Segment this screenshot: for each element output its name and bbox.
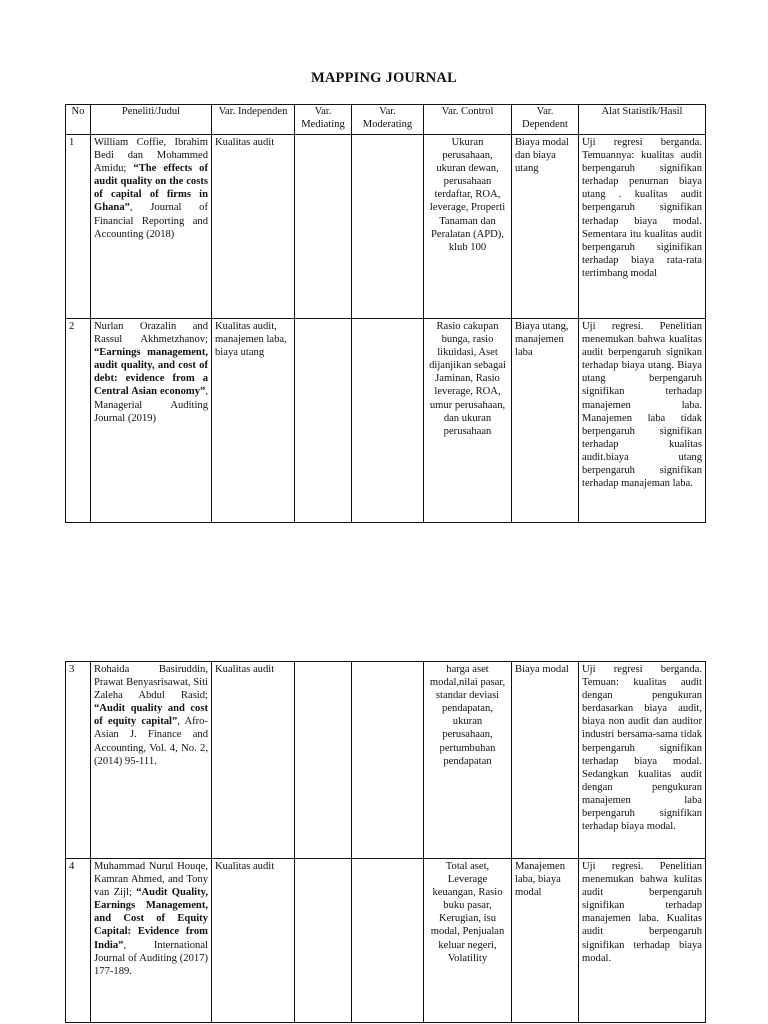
header-no: No — [66, 105, 91, 135]
page-title: MAPPING JOURNAL — [311, 70, 457, 86]
cell-dependent: Biaya modal dan biaya utang — [512, 135, 579, 319]
header-moderating: Var. Moderating — [352, 105, 424, 135]
table-row — [66, 319, 706, 523]
cell-hasil: Uji regresi. Penelitian menemukan bahwa kualitas audit berpengaruh signikan terhadap biaya utang. Biaya utang berpengaruh signifikan terhadap manajemen laba. Manajemen laba tidak berpengaruh signifikan terhadap kualitas audit.biaya utang berpengaruh signifikan terhadap manajeman laba. — [579, 319, 706, 523]
cell-mediating — [295, 319, 352, 523]
cell-mediating — [295, 662, 352, 859]
cell-independen: Kualitas audit — [212, 135, 295, 319]
cell-hasil: Uji regresi berganda. Temuannya: kualitas audit berpengaruh signifikan terhadap penurnan biaya utang . kualitas audit berpengaruh signifikan terhadap biaya modal. Sementara itu kualitas audit berpengaruh siginifikan terhadap biaya rata-rata tertimbang modal — [579, 135, 706, 319]
cell-moderating — [352, 859, 424, 1023]
header-hasil: Alat Statistik/Hasil — [579, 105, 706, 135]
header-control: Var. Control — [424, 105, 512, 135]
cell-no: 1 — [66, 135, 91, 319]
cell-paper-title: “Earnings management, audit quality, and cost of debt: evidence from a Central Asian economy” — [94, 347, 208, 398]
cell-control: Ukuran perusahaan, ukuran dewan, perusahaan terdaftar, ROA, leverage, Properti Tanaman dan Peralatan (APD), klub 100 — [424, 135, 512, 319]
cell-control: Rasio cakupan bunga, rasio likuidasi, Aset dijanjikan sebagai Jaminan, Rasio leverage, ROA, umur perusahaan, dan ukuran perusahaan — [424, 319, 512, 523]
cell-authors: William Coffie, Ibrahim Bedi dan Mohammed Amidu; — [94, 137, 208, 175]
cell-peneliti — [91, 319, 212, 523]
cell-peneliti — [91, 135, 212, 319]
cell-control: Total aset, Leverage keuangan, Rasio buku pasar, Kerugian, isu modal, Penjualan keluar negeri, Volatility — [424, 859, 512, 1023]
cell-authors: Nurlan Orazalin and Rassul Akhmetzhanov; — [94, 321, 208, 346]
cell-peneliti — [91, 662, 212, 859]
cell-dependent: Biaya utang, manajemen laba — [512, 319, 579, 523]
cell-paper-title: “Audit Quality, Earnings Management, and Cost of Equity Capital: Evidence from India” — [94, 887, 208, 951]
cell-dependent: Manajemen laba, biaya modal — [512, 859, 579, 1023]
header-dependent: Var. Dependent — [512, 105, 579, 135]
mapping-table — [65, 104, 706, 523]
cell-mediating — [295, 859, 352, 1023]
cell-source: , International Journal of Auditing (2017) 177-189. — [94, 939, 208, 977]
cell-moderating — [352, 319, 424, 523]
cell-no: 2 — [66, 319, 91, 523]
cell-authors: Rohaida Basiruddin, Prawat Benyasrisawat, Siti Zaleha Abdul Rasid; — [94, 664, 208, 702]
cell-independen: Kualitas audit — [212, 662, 295, 859]
cell-no: 3 — [66, 662, 91, 859]
header-peneliti: Peneliti/Judul — [91, 105, 212, 135]
header-independen: Var. Independen — [212, 105, 295, 135]
cell-peneliti — [91, 859, 212, 1023]
table-row — [66, 135, 706, 319]
cell-mediating — [295, 135, 352, 319]
cell-source: , Afro-Asian J. Finance and Accounting, Vol. 4, No. 2, (2014) 95-111. — [94, 716, 208, 767]
cell-authors: Muhammad Nurul Houqe, Kamran Ahmed, and Tony van Zijl; — [94, 861, 208, 899]
mapping-table-continued — [65, 661, 706, 1023]
cell-source: , Managerial Auditing Journal (2019) — [94, 386, 208, 424]
table-row — [66, 859, 706, 1023]
cell-moderating — [352, 662, 424, 859]
cell-paper-title: “Audit quality and cost of equity capital” — [94, 703, 208, 728]
table-row — [66, 662, 706, 859]
header-mediating: Var. Mediating — [295, 105, 352, 135]
cell-independen: Kualitas audit, manajemen laba, biaya utang — [212, 319, 295, 523]
cell-hasil: Uji regresi berganda. Temuan: kualitas audit dengan pengukuran berdasarkan biaya audit, biaya non audit dan auditor industri bersama-sama tidak berpengaruh signifikan terhadap biaya modal. Sedangkan kualitas audit dengan pengukuran manajemen laba berpengaruh signifikan terhadap biaya modal. — [579, 662, 706, 859]
cell-independen: Kualitas audit — [212, 859, 295, 1023]
cell-control: harga aset modal,nilai pasar, standar deviasi pendapatan, ukuran perusahaan, pertumbuhan pendapatan — [424, 662, 512, 859]
cell-hasil: Uji regresi. Penelitian menemukan bahwa kulitas audit berpengaruh signifikan terhadap manajemen laba. Kualitas audit berpengaruh signifikan terhadap biaya modal. — [579, 859, 706, 1023]
table-header-row — [66, 105, 706, 135]
cell-source: , Journal of Financial Reporting and Accounting (2018) — [94, 202, 208, 240]
cell-no: 4 — [66, 859, 91, 1023]
cell-moderating — [352, 135, 424, 319]
cell-paper-title: “The effects of audit quality on the costs of capital of firms in Ghana” — [94, 163, 208, 214]
cell-dependent: Biaya modal — [512, 662, 579, 859]
